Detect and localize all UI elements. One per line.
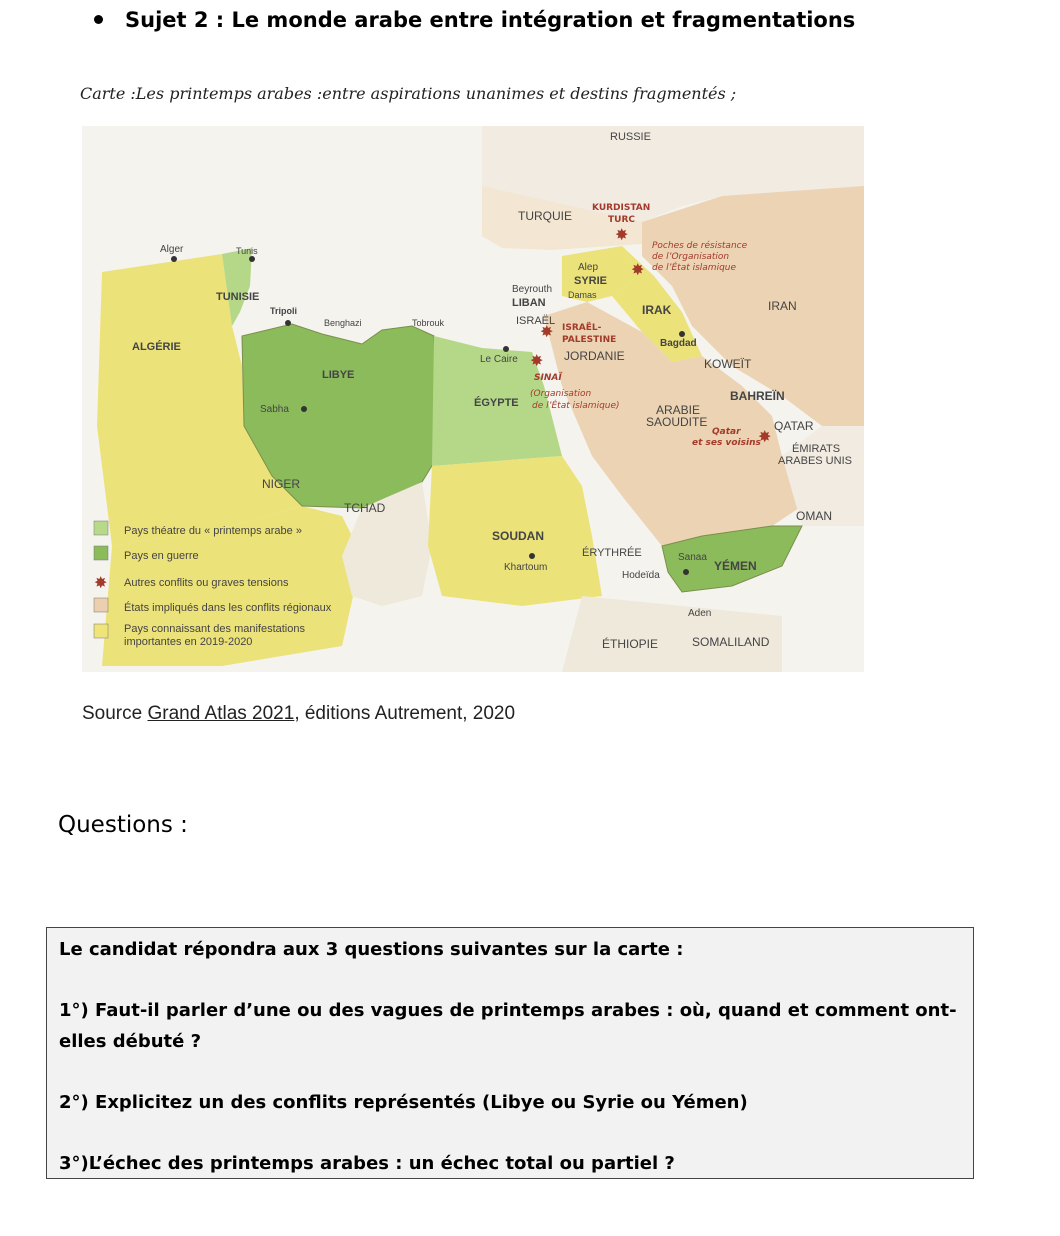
label-tunisie: TUNISIE [216, 291, 260, 303]
legend-conflict-star-icon: ✸ [94, 573, 108, 592]
questions-heading: Questions : [58, 812, 188, 838]
label-kurdistan: KURDISTAN [592, 203, 651, 213]
city-marker [529, 553, 535, 559]
map-svg [82, 126, 864, 672]
question-1: 1°) Faut-il parler d’une ou des vagues de printemps arabes : où, quand et comment ont-elles débuté ? [59, 1000, 957, 1052]
label-qatar-voisins-2: et ses voisins [692, 438, 761, 448]
label-alep: Alep [578, 262, 599, 273]
legend-label: Pays en guerre [124, 550, 199, 562]
label-arabie-1: ARABIE [656, 403, 701, 417]
label-bagdad: Bagdad [660, 338, 697, 349]
legend-label: Autres conflits ou graves tensions [124, 577, 289, 589]
label-sinai: SINAÏ [534, 373, 562, 383]
city-marker [503, 346, 509, 352]
label-khartoum: Khartoum [504, 562, 548, 573]
conflict-star-icon: ✸ [615, 225, 629, 244]
label-qatar: QATAR [774, 419, 814, 433]
label-tunis: Tunis [236, 246, 258, 256]
source-atlas-link[interactable]: Grand Atlas 2021 [147, 703, 295, 724]
conflict-star-icon: ✸ [530, 351, 544, 370]
label-alger: Alger [160, 244, 184, 255]
label-damas: Damas [568, 290, 597, 300]
label-oman: OMAN [796, 509, 832, 523]
legend-swatch [94, 624, 108, 638]
label-tobrouk: Tobrouk [412, 318, 445, 328]
questions-intro: Le candidat répondra aux 3 questions suivantes sur la carte : [59, 939, 684, 960]
label-poches-3: de l’État islamique [652, 263, 737, 273]
label-libye: LIBYE [322, 369, 355, 381]
label-egypte: ÉGYPTE [474, 397, 519, 409]
label-turquie: TURQUIE [518, 209, 572, 223]
source-rest: , éditions Autrement, 2020 [294, 703, 516, 724]
label-sanaa: Sanaa [678, 552, 707, 563]
legend-swatch [94, 546, 108, 560]
label-emirats-1: ÉMIRATS [792, 443, 841, 455]
label-irak: IRAK [642, 303, 672, 317]
subject-title: Sujet 2 : Le monde arabe entre intégration et fragmentations [125, 8, 856, 32]
source-prefix: Source [82, 703, 143, 724]
label-syrie: SYRIE [574, 275, 608, 287]
label-aden: Aden [688, 608, 712, 619]
bullet-icon [94, 15, 103, 24]
legend-label: États impliqués dans les conflits régionaux [124, 602, 332, 614]
label-liban: LIBAN [512, 297, 546, 309]
conflict-star-icon: ✸ [758, 427, 772, 446]
label-turc: TURC [608, 215, 635, 225]
label-sabha: Sabha [260, 404, 289, 415]
legend-label: Pays connaissant des manifestations [124, 623, 305, 635]
label-poches-1: Poches de résistance [652, 241, 748, 251]
conflict-star-icon: ✸ [540, 322, 554, 341]
label-hodeida: Hodeïda [622, 570, 660, 581]
city-marker [171, 256, 177, 262]
legend-label: Pays théatre du « printemps arabe » [124, 525, 302, 537]
label-israel-palestine: ISRAËL- [562, 323, 602, 333]
label-koweit: KOWEÏT [704, 357, 752, 371]
label-somaliland: SOMALILAND [692, 635, 770, 649]
city-marker [301, 406, 307, 412]
label-russie: RUSSIE [610, 131, 651, 143]
legend-swatch [94, 598, 108, 612]
city-marker [679, 331, 685, 337]
label-niger: NIGER [262, 477, 301, 491]
questions-box [46, 927, 974, 1179]
label-poches-2: de l’Organisation [652, 252, 730, 262]
city-marker [683, 569, 689, 575]
label-arabie-2: SAOUDITE [646, 415, 708, 429]
label-tripoli: Tripoli [270, 306, 297, 316]
question-2: 2°) Explicitez un des conflits représentés (Libye ou Syrie ou Yémen) [59, 1092, 748, 1113]
label-le-caire: Le Caire [480, 354, 518, 365]
city-marker [249, 256, 255, 262]
label-algerie: ALGÉRIE [132, 341, 181, 353]
label-israel: ISRAËL [516, 315, 556, 327]
label-palestine: PALESTINE [562, 335, 617, 345]
legend-swatch [94, 521, 108, 535]
label-qatar-voisins-1: Qatar [712, 427, 741, 437]
label-beyrouth: Beyrouth [512, 284, 553, 295]
label-emirats-2: ARABES UNIS [778, 455, 852, 467]
label-yemen: YÉMEN [714, 559, 757, 573]
label-sinai-org-1: (Organisation [530, 389, 592, 399]
conflict-star-icon: ✸ [631, 260, 645, 279]
label-soudan: SOUDAN [492, 529, 545, 543]
map-caption: Carte :Les printemps arabes :entre aspirations unanimes et destins fragmentés ; [80, 84, 737, 103]
legend-label: importantes en 2019-2020 [124, 636, 253, 648]
map-figure [82, 126, 864, 672]
label-benghazi: Benghazi [324, 318, 362, 328]
label-ethiopie: ÉTHIOPIE [602, 637, 659, 651]
label-tchad: TCHAD [344, 501, 386, 515]
subject-heading [94, 8, 855, 32]
label-erythree: ÉRYTHRÉE [582, 547, 642, 559]
label-bahrein: BAHREÏN [730, 389, 785, 403]
label-jordanie: JORDANIE [564, 349, 625, 363]
question-3: 3°)L’échec des printemps arabes : un échec total ou partiel ? [59, 1153, 675, 1174]
city-marker [285, 320, 291, 326]
map-source [82, 703, 515, 725]
label-iran: IRAN [768, 299, 797, 313]
label-sinai-org-2: de l’État islamique) [532, 401, 620, 411]
